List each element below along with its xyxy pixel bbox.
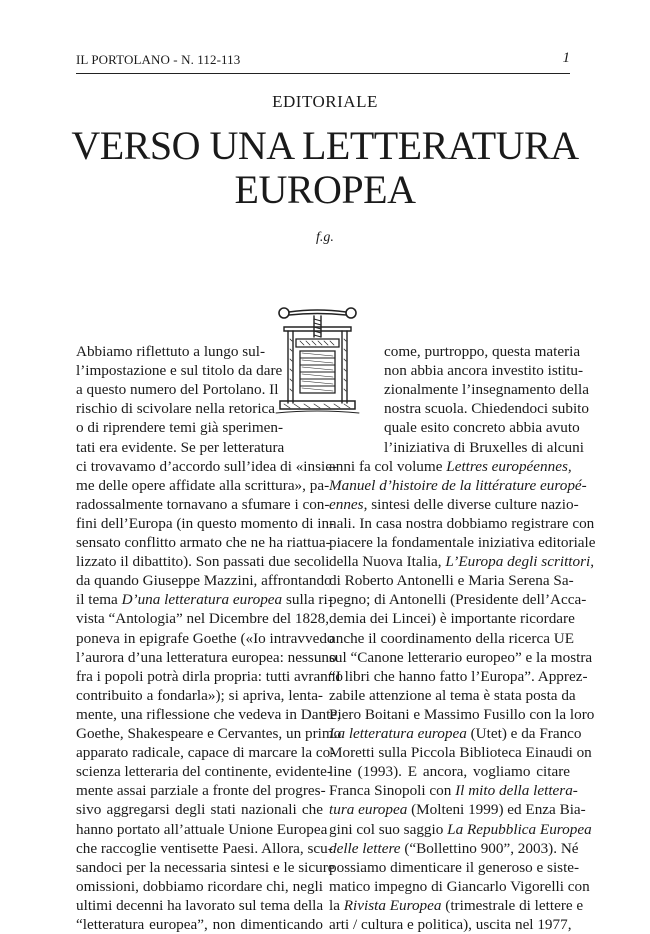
text-line xyxy=(329,609,575,628)
italic-title-span: tura europea xyxy=(329,801,408,819)
text-span: (Utet) e da Franco xyxy=(466,725,582,742)
text-span: (“Bollettino 900”, 2003). Né xyxy=(400,839,579,857)
text-line xyxy=(329,457,570,476)
text-line xyxy=(76,915,323,934)
text-span: o di riprendere temi già sperimen- xyxy=(76,419,284,437)
text-span: rischio di scivolare nella retorica xyxy=(76,400,276,418)
text-span: pegno; di Antonelli (Presidente dell’Acca- xyxy=(329,591,587,609)
text-span: sandoci per la necessaria sintesi e le sicure xyxy=(76,858,335,876)
text-line xyxy=(329,705,595,724)
text-line xyxy=(329,724,582,743)
text-span: da quando Giuseppe Mazzini, affrontando xyxy=(76,572,332,590)
text-line xyxy=(329,839,579,858)
text-span: che raccoglie ventisette Paesi. Allora, scu- xyxy=(76,839,333,857)
text-span: , xyxy=(590,553,595,571)
text-line xyxy=(76,418,284,437)
text-line xyxy=(329,781,578,800)
text-span: l’impostazione e sul titolo da dare xyxy=(76,362,283,380)
text-line xyxy=(76,609,330,628)
running-title: IL PORTOLANO - N. 112-113 xyxy=(76,52,241,67)
text-line xyxy=(329,915,570,934)
text-line xyxy=(384,399,589,418)
text-span: la xyxy=(329,896,344,914)
text-span: l’iniziativa di Bruxelles di alcuni xyxy=(384,438,584,456)
article-title xyxy=(0,124,650,212)
text-span: Piero Boitani e Massimo Fusillo con la loro xyxy=(329,705,595,723)
text-span: a questo numero del Portolano. Il xyxy=(76,381,279,399)
text-line xyxy=(76,399,276,418)
text-span: Franca Sinopoli con xyxy=(329,782,456,800)
text-line xyxy=(76,514,335,533)
text-span: mente assai parziale a fronte del progres- xyxy=(76,782,326,800)
running-header xyxy=(76,52,570,72)
text-span: lizzato il dibattito). Son passati due secoli xyxy=(76,553,330,571)
text-line xyxy=(329,533,596,552)
article-title-line-1: VERSO UNA LETTERATURA xyxy=(71,123,579,168)
section-label: EDITORIALE xyxy=(272,92,378,111)
text-line xyxy=(76,495,330,514)
italic-title-span: La Repubblica Europea xyxy=(447,820,592,838)
text-span: nali. In casa nostra dobbiamo registrare con xyxy=(329,514,595,532)
italic-title-span: Lettres européennes, xyxy=(446,457,572,475)
page-number: 1 xyxy=(562,50,570,66)
italic-title-span: L’Europa degli scrittori xyxy=(445,553,591,571)
text-line xyxy=(76,571,332,590)
text-line xyxy=(384,380,589,399)
text-line xyxy=(76,552,330,571)
text-line xyxy=(76,476,330,495)
text-line xyxy=(329,667,588,686)
text-line xyxy=(329,552,595,571)
text-span: fini dell’Europa (in questo momento di in- xyxy=(76,514,335,532)
text-line xyxy=(329,800,586,819)
text-span: Moretti sulla Piccola Biblioteca Einaudi on xyxy=(329,744,592,762)
text-span: scienza letteraria del continente, evidente- xyxy=(76,763,332,781)
text-span: piacere la fondamentale iniziativa editoriale xyxy=(329,534,596,551)
text-line xyxy=(76,648,337,667)
text-span: il tema xyxy=(76,591,122,609)
text-line xyxy=(76,762,332,781)
text-line xyxy=(329,495,579,514)
text-span: contribuito a fondarla»); si apriva, lenta- xyxy=(76,686,323,704)
italic-title-span: Rivista Europea xyxy=(343,896,442,914)
text-span: me delle opere affidate alla scrittura», pa- xyxy=(76,476,330,494)
text-line xyxy=(329,858,580,877)
text-line xyxy=(76,361,283,380)
text-line xyxy=(76,438,285,457)
text-span: di Roberto Antonelli e Maria Serena Sa- xyxy=(329,572,574,590)
text-line xyxy=(384,438,584,457)
text-line xyxy=(384,418,580,437)
header-rule xyxy=(76,73,570,74)
text-span: apparato radicale, capace di marcare la co- xyxy=(76,744,336,762)
text-span: matico impegno di Giancarlo Vigorelli con xyxy=(329,877,590,895)
text-line xyxy=(329,629,574,648)
text-span: sulla ri- xyxy=(282,591,333,609)
text-span: mente, una riflessione che vedeva in Dante, xyxy=(76,705,341,723)
text-line xyxy=(76,705,341,724)
text-line xyxy=(76,590,333,609)
book-press-illustration xyxy=(270,305,365,418)
italic-title-span: Manuel d’histoire de la littérature europé- xyxy=(329,476,587,494)
text-span: non abbia ancora investito istitu- xyxy=(384,362,584,380)
text-line xyxy=(329,877,590,896)
italic-title-span: La letteratura europea xyxy=(329,725,467,742)
author-initials: f.g. xyxy=(316,230,334,245)
text-span: , sintesi delle diverse culture nazio- xyxy=(363,495,579,513)
text-span: arti / cultura e politica), uscita nel 1977, xyxy=(329,916,572,933)
text-line xyxy=(76,839,333,858)
text-span: zionalmente l’insegnamento della xyxy=(384,381,589,399)
text-line xyxy=(76,743,336,762)
text-span: “letteratura europea”, non dimenticando xyxy=(76,916,323,933)
text-line xyxy=(76,877,323,896)
italic-title-span: D’una letteratura europea xyxy=(121,591,283,609)
text-line xyxy=(76,667,343,686)
text-line xyxy=(329,514,595,533)
text-span: “I libri che hanno fatto l’Europa”. Apprez- xyxy=(329,667,588,685)
text-span: hanno portato all’attuale Unione Europea xyxy=(76,820,328,838)
article-title-line-2: EUROPEA xyxy=(234,167,416,212)
text-line xyxy=(329,648,593,667)
text-span: sul “Canone letterario europeo” e la mostra xyxy=(329,648,593,666)
text-line xyxy=(76,800,323,819)
text-span: ultimi decenni ha lavorato sul tema della xyxy=(76,896,324,914)
text-line xyxy=(329,896,584,915)
text-span: Abbiamo riflettuto a lungo sul- xyxy=(76,343,265,360)
text-line xyxy=(76,342,265,361)
text-line xyxy=(384,342,581,361)
text-line xyxy=(384,361,584,380)
text-span: omissioni, dobbiamo ricordare chi, negli xyxy=(76,877,323,895)
text-span: l’aurora d’una letteratura europea: nessuno xyxy=(76,648,337,666)
text-span: vista “Antologia” nel Dicembre del 1828, xyxy=(76,610,330,628)
text-line xyxy=(329,476,587,495)
text-span: sivo aggregarsi degli stati nazionali che xyxy=(76,801,323,819)
text-span: radossalmente tornavano a sfumare i con- xyxy=(76,495,330,513)
text-line xyxy=(76,820,328,839)
text-span: sensato conflitto armato che ne ha riattua- xyxy=(76,534,331,551)
text-line xyxy=(329,820,592,839)
text-span: (trimestrale di lettere e xyxy=(441,896,584,914)
text-line xyxy=(329,686,576,705)
italic-title-span: ennes xyxy=(329,495,364,513)
text-line xyxy=(329,571,574,590)
text-span: ci trovavamo d’accordo sull’idea di «insie- xyxy=(76,457,338,475)
text-line xyxy=(76,781,326,800)
text-line xyxy=(329,762,570,781)
text-line xyxy=(76,686,323,705)
text-span: (Molteni 1999) ed Enza Bia- xyxy=(407,801,586,819)
text-line xyxy=(76,896,323,915)
text-span: come, purtroppo, questa materia xyxy=(384,343,581,360)
text-span: fra i popoli potrà dirla propria: tutti avranno xyxy=(76,667,343,685)
text-span: possiamo dimenticare il generoso e siste- xyxy=(329,858,580,876)
text-span: anni fa col volume xyxy=(329,457,447,475)
text-span: line (1993). E ancora, vogliamo citare xyxy=(329,763,570,781)
text-line xyxy=(76,380,279,399)
text-line xyxy=(76,533,331,552)
text-line xyxy=(76,858,335,877)
text-line xyxy=(329,590,587,609)
text-line xyxy=(76,724,342,743)
text-span: tati era evidente. Se per letteratura xyxy=(76,438,285,456)
text-span: zabile attenzione al tema è stata posta da xyxy=(329,686,576,704)
text-span: nostra scuola. Chiedendoci subito xyxy=(384,400,589,418)
italic-title-span: Il mito della lettera- xyxy=(455,782,578,800)
text-span: gini col suo saggio xyxy=(329,820,448,838)
text-span: della Nuova Italia, xyxy=(329,553,446,571)
text-span: demia dei Lincei) è importante ricordare xyxy=(329,610,575,628)
text-span: poneva in epigrafe Goethe («Io intravvedo xyxy=(76,629,335,647)
text-line xyxy=(76,457,338,476)
text-line xyxy=(329,743,592,762)
italic-title-span: delle lettere xyxy=(329,839,401,857)
text-line xyxy=(76,629,335,648)
text-span: Goethe, Shakespeare e Cervantes, un primo xyxy=(76,725,342,742)
text-span: quale esito concreto abbia avuto xyxy=(384,419,580,437)
text-span: anche il coordinamento della ricerca UE xyxy=(329,629,574,647)
